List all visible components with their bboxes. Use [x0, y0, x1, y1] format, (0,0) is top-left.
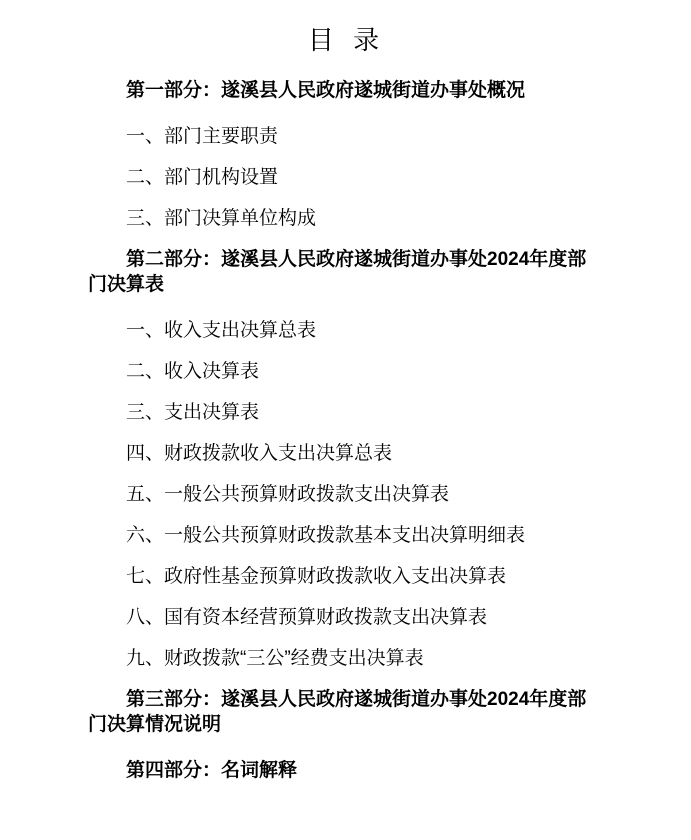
toc-line: 八、国有资本经营预算财政拨款支出决算表: [126, 607, 488, 628]
toc-item: [88, 318, 605, 343]
toc-line: 九、财政拨款“三公”经费支出决算表: [126, 648, 424, 669]
toc-section-part1: [88, 78, 605, 103]
toc-item: [88, 646, 605, 671]
toc-item: [88, 359, 605, 384]
toc-section-part3: [88, 687, 605, 737]
toc-item: [88, 523, 605, 548]
toc-line: 三、部门决算单位构成: [126, 208, 317, 229]
toc-item: [88, 605, 605, 630]
toc-item: [88, 206, 605, 231]
toc-line: 五、一般公共预算财政拨款支出决算表: [126, 484, 450, 505]
toc-item: [88, 124, 605, 149]
toc-line: 一、部门主要职责: [126, 126, 279, 147]
toc-line: 四、财政拨款收入支出决算总表: [126, 443, 393, 464]
toc-line: 第二部分：遂溪县人民政府遂城街道办事处2024年度部: [126, 249, 587, 270]
toc-item: [88, 564, 605, 589]
toc-section-part4: [88, 758, 605, 783]
toc-item: [88, 482, 605, 507]
toc-line: 七、政府性基金预算财政拨款收入支出决算表: [126, 566, 507, 587]
toc-line: 二、部门机构设置: [126, 167, 279, 188]
toc-item: [88, 400, 605, 425]
toc-line: 三、支出决算表: [126, 402, 260, 423]
toc-line: 第三部分：遂溪县人民政府遂城街道办事处2024年度部: [126, 689, 587, 710]
document-page: [0, 22, 691, 840]
toc-line: 门决算表: [88, 274, 165, 295]
toc-line: 门决算情况说明: [88, 714, 222, 735]
toc-line: 二、收入决算表: [126, 361, 260, 382]
toc-line: 第四部分：名词解释: [126, 760, 298, 781]
toc-section-part2: [88, 247, 605, 297]
toc-item: [88, 441, 605, 466]
toc-line: 一、收入支出决算总表: [126, 320, 317, 341]
toc-line: 六、一般公共预算财政拨款基本支出决算明细表: [126, 525, 526, 546]
toc-item: [88, 165, 605, 190]
toc-line: 第一部分：遂溪县人民政府遂城街道办事处概况: [126, 80, 526, 101]
page-title: 目 录: [307, 25, 386, 55]
